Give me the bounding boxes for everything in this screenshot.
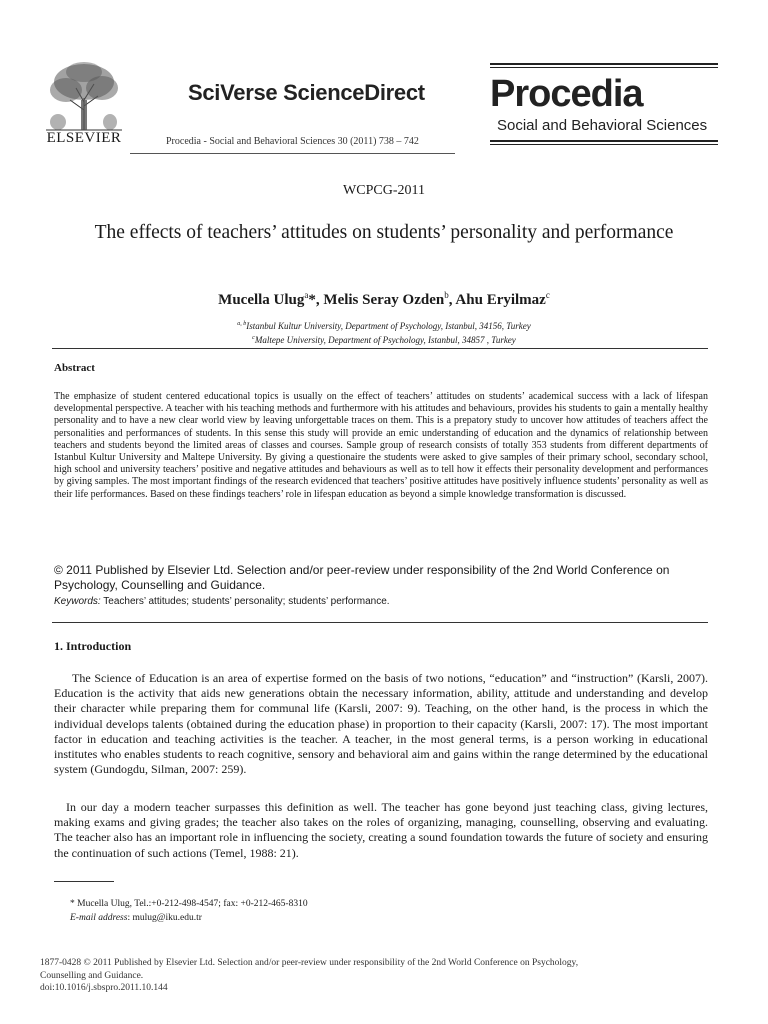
footnote-rule <box>54 881 114 882</box>
elsevier-tree-logo <box>40 60 128 132</box>
footnote-contact: * Mucella Ulug, Tel.:+0-212-498-4547; fax: +0-212-465-8310 <box>70 899 308 909</box>
affiliation-text: Istanbul Kultur University, Department of Psychology, Istanbul, 34156, Turkey <box>246 321 531 331</box>
affiliation-text: Maltepe University, Department of Psychology, Istanbul, 34857 , Turkey <box>254 335 516 345</box>
publication-line: Counselling and Guidance. <box>40 970 144 981</box>
sciverse-sciencedirect-logo[interactable]: SciVerse ScienceDirect <box>188 80 425 105</box>
footnote-email <box>70 913 202 923</box>
procedia-rule-bottom <box>490 140 718 142</box>
affiliation <box>0 321 768 331</box>
author-superscript: a <box>304 290 309 300</box>
paragraph: In our day a modern teacher surpasses this definition as well. The teacher has gone beyond just teaching class, giving lectures, making exams and giving grades; the teacher also takes on the roles of organizing, managing, counselling, observing and evaluating. The teacher also has an important role in influencing the society, creating a sound foundation towards the future of society and ensuring the continuation of such actions (Temel, 1988: 21). <box>54 800 708 860</box>
affiliation-superscript: c <box>252 335 255 341</box>
paragraph: The Science of Education is an area of expertise formed on the basis of two notions, “education” and “instruction” (Karsli, 2007). Education is the activity that aids new generations obtain the necessary information, ability, attitude and understanding and develop their character while preparing them for communal life (Karsli, 2007: 9). Teaching, on the other hand, is the process in which the individual develops talents (obtained during the education phase) in proportion to their capacity (Karsli, 2007: 17). The most important factor in education and teaching activities is the teacher. A teacher, in the most general terms, is a person working in educational institutes who enables students to reach cognitive, sensory and behavioral aim and gains within the range determined by the educational system (Gundogdu, Silman, 2007: 259). <box>54 671 708 777</box>
procedia-rule-bottom-thin <box>490 144 718 145</box>
procedia-rule-top-thin <box>490 67 718 68</box>
procedia-rule-top <box>490 63 718 65</box>
author-list <box>0 290 768 309</box>
author-name: Ahu Eryilmaz <box>455 292 546 308</box>
procedia-logo: Procedia <box>490 73 643 115</box>
email-address[interactable]: : mulug@iku.edu.tr <box>127 913 202 923</box>
author-superscript: b <box>444 290 449 300</box>
abstract-text: The emphasize of student centered educational topics is usually on the effect of teachers’ attitudes on students’ academical success with a lack of lifespan developmental perspective. A teacher with his teaching methods and furthermore with his attitudes and behaviours, provides his students to gain a mentally healthy personality and to have a new clear world view by leaving unforgettable traces on them. This is a prepatory study to uncover how attitudes of teachers affect the personalities and performances of students. In this sense this study will provide an emic understanding of education and the dynamics of relationship between teachers and students beyond the limited areas of classes and courses. Sample group of research consists of totally 353 students from different departments of Istanbul Kultur University and Maltepe University. By giving a questionaire the students were asked to give samples of their primary school, secondary school, high school and university teachers’ positive and negative attitudes and behaviours as well as to tell how it effects their personality development and performances by giving samples. The most important findings of the research evidenced that teachers’ positive attitudes have positively influence students’ personality as well as their life performances. Based on these findings teachers’ role in lifespan education as beyond a simple knowledge transformation is discussed. <box>54 391 708 500</box>
elsevier-wordmark: ELSEVIER <box>46 130 122 146</box>
keywords-label: Keywords: <box>54 596 101 607</box>
email-label: E-mail address <box>70 913 128 923</box>
author-separator: , <box>448 292 456 308</box>
journal-reference: Procedia - Social and Behavioral Sciences 30 (2011) 738 – 742 <box>166 136 419 147</box>
conference-name: WCPCG-2011 <box>343 183 425 198</box>
header-divider <box>130 153 455 154</box>
author-name: Melis Seray Ozden <box>323 292 445 308</box>
copyright-notice: © 2011 Published by Elsevier Ltd. Selection and/or peer-review under responsibility of the 2nd World Conference on Psychology, Counselling and Guidance. <box>54 563 670 592</box>
doi-link[interactable]: doi:10.1016/j.sbspro.2011.10.144 <box>40 983 168 993</box>
abstract-rule-bottom <box>52 622 708 623</box>
author-name: Mucella Ulug <box>218 292 305 308</box>
paper-title: The effects of teachers’ attitudes on students’ personality and performance <box>94 222 674 243</box>
keywords <box>54 596 708 607</box>
affiliation <box>0 335 768 345</box>
abstract-heading: Abstract <box>54 362 95 374</box>
author-separator: *, <box>308 292 324 308</box>
procedia-subtitle: Social and Behavioral Sciences <box>497 117 708 134</box>
keywords-list: Teachers’ attitudes; students’ personality; students’ performance. <box>100 596 390 607</box>
publication-line: 1877-0428 © 2011 Published by Elsevier Ltd. Selection and/or peer-review under responsibility of the 2nd World Conference on Psychology, <box>40 958 579 968</box>
section-heading: 1. Introduction <box>54 639 132 653</box>
publication-info <box>40 957 700 995</box>
affiliation-superscript: a, b <box>237 321 247 327</box>
author-superscript: c <box>545 290 550 300</box>
abstract-rule-top <box>52 348 708 349</box>
